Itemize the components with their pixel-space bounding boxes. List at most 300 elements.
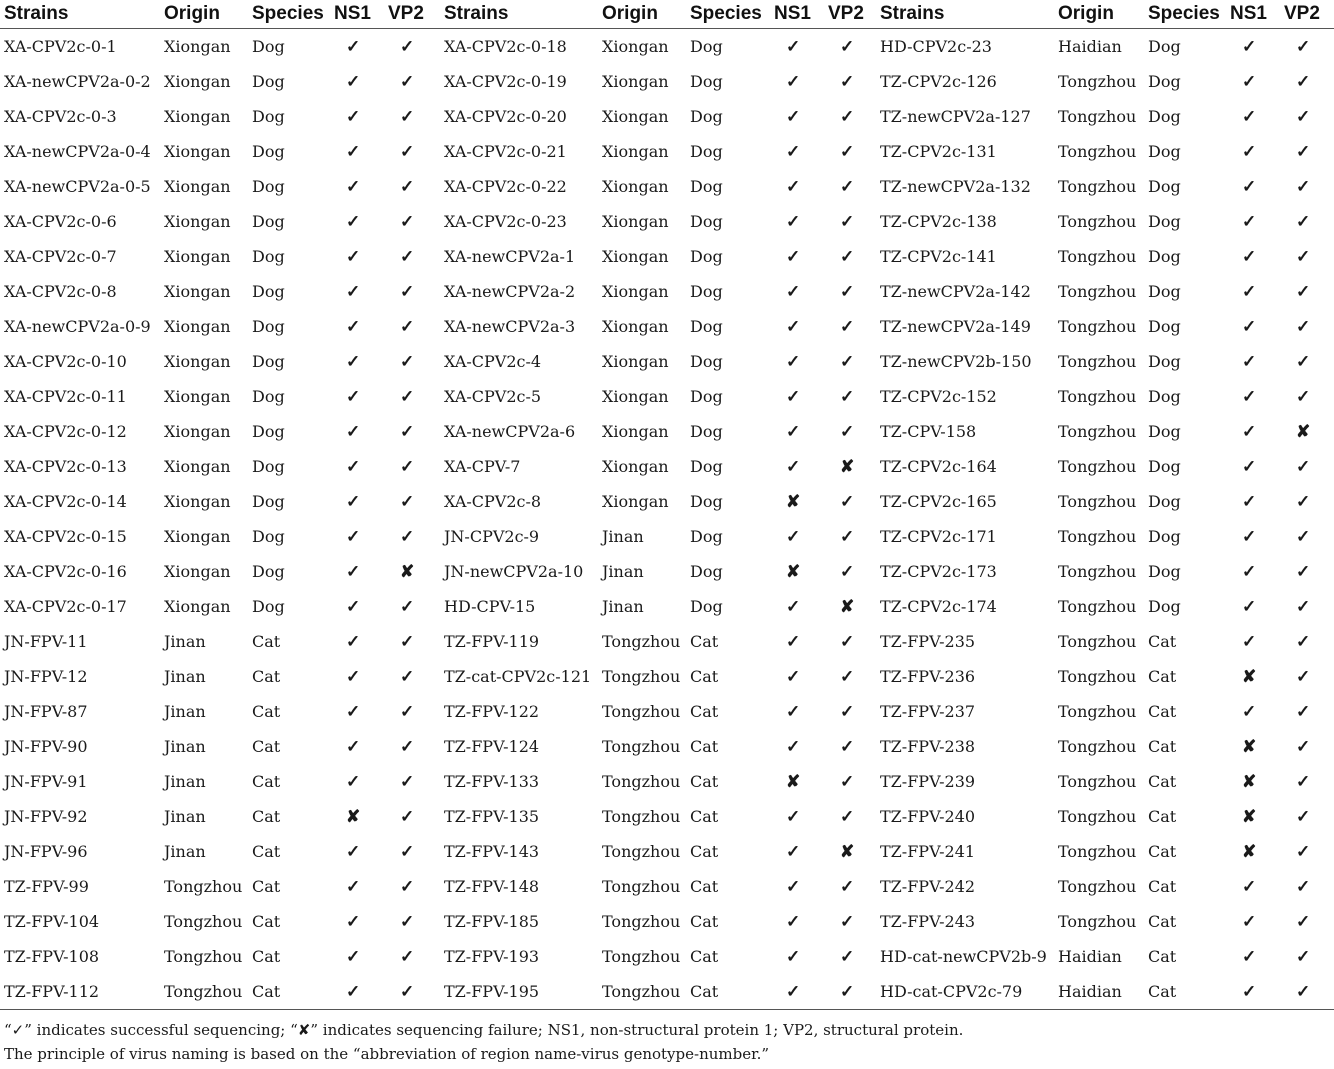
cell-ns1: ✓	[1228, 974, 1282, 1010]
cell-species: Dog	[252, 212, 285, 231]
cell-species: Cat	[1148, 912, 1177, 931]
cell-species: Dog	[690, 422, 723, 441]
cell-strains: XA-CPV2c-0-11	[4, 387, 127, 406]
table-row	[0, 274, 1334, 309]
cell-origin: Jinan	[164, 632, 206, 651]
cell-vp2: ✓	[400, 421, 415, 442]
cell-vp2: ✓	[386, 974, 440, 1010]
cell-strains: TZ-CPV2c-138	[880, 212, 997, 231]
cell-origin: Xiongan	[602, 247, 669, 266]
cell-vp2: ✓	[840, 736, 855, 757]
cell-ns1: ✓	[786, 141, 801, 162]
cell-species: Cat	[252, 702, 281, 721]
cell-species: Cat	[1144, 974, 1228, 1010]
table-row	[0, 484, 1334, 519]
cell-ns1: ✓	[786, 701, 801, 722]
cell-strains: TZ-FPV-148	[444, 877, 540, 896]
column-header-strains-1: Strains	[0, 0, 160, 29]
cell-origin: Tongzhou	[602, 667, 681, 686]
cell-ns1: ✓	[1242, 876, 1257, 897]
cell-species: Dog	[252, 282, 285, 301]
cell-origin: Tongzhou	[1058, 702, 1137, 721]
table-row	[0, 239, 1334, 274]
cell-ns1: ✓	[786, 841, 801, 862]
cell-vp2: ✓	[400, 771, 415, 792]
cell-ns1: ✓	[1242, 106, 1257, 127]
cell-strains: TZ-FPV-104	[4, 912, 100, 931]
cell-vp2: ✓	[840, 71, 855, 92]
cell-species: Cat	[252, 737, 281, 756]
cell-vp2: ✓	[840, 631, 855, 652]
cell-origin: Xiongan	[164, 562, 231, 581]
cell-strains: TZ-CPV2c-173	[880, 562, 997, 581]
cell-strains: XA-CPV2c-0-8	[4, 282, 117, 301]
cell-ns1: ✘	[786, 491, 801, 512]
cell-strains: XA-CPV2c-0-7	[4, 247, 117, 266]
cell-strains: HD-CPV-15	[444, 597, 536, 616]
cell-origin: Xiongan	[164, 212, 231, 231]
cell-species: Cat	[690, 842, 719, 861]
cell-origin: Xiongan	[602, 72, 669, 91]
cell-strains: TZ-FPV-240	[880, 807, 976, 826]
cell-strains: TZ-FPV-243	[880, 912, 976, 931]
cell-strains: TZ-cat-CPV2c-121	[444, 667, 592, 686]
cell-species: Dog	[1148, 597, 1181, 616]
cell-strains: XA-CPV2c-8	[444, 492, 542, 511]
table-row	[0, 554, 1334, 589]
cell-ns1: ✓	[346, 281, 361, 302]
cell-species: Dog	[1148, 422, 1181, 441]
cell-ns1: ✓	[786, 176, 801, 197]
cell-species: Dog	[252, 352, 285, 371]
cell-origin: Xiongan	[602, 387, 669, 406]
cell-ns1: ✓	[786, 211, 801, 232]
cell-ns1: ✓	[346, 946, 361, 967]
cell-origin: Tongzhou	[1058, 387, 1137, 406]
cell-vp2: ✓	[400, 211, 415, 232]
cell-origin: Jinan	[164, 702, 206, 721]
cell-ns1: ✓	[346, 701, 361, 722]
cell-vp2: ✓	[840, 141, 855, 162]
cell-species: Dog	[252, 317, 285, 336]
cell-species: Dog	[252, 37, 285, 56]
cell-vp2: ✓	[1296, 281, 1311, 302]
cell-species: Cat	[252, 842, 281, 861]
cell-species: Dog	[1148, 107, 1181, 126]
cell-vp2: ✘	[840, 596, 855, 617]
cell-strains: HD-cat-CPV2c-79	[876, 974, 1054, 1010]
cell-species: Cat	[1148, 772, 1177, 791]
cell-origin: Tongzhou	[1058, 667, 1137, 686]
cell-ns1: ✓	[346, 36, 361, 57]
cell-vp2: ✓	[400, 666, 415, 687]
column-header-origin-3: Origin	[1054, 0, 1144, 29]
cell-species: Dog	[252, 247, 285, 266]
table-row	[0, 869, 1334, 904]
table-row	[0, 974, 1334, 1010]
cell-ns1: ✘	[786, 561, 801, 582]
cell-species: Dog	[252, 107, 285, 126]
cell-vp2: ✓	[840, 911, 855, 932]
cell-ns1: ✓	[1242, 526, 1257, 547]
cell-ns1: ✓	[786, 421, 801, 442]
cell-origin: Tongzhou	[602, 702, 681, 721]
cell-vp2: ✘	[400, 561, 415, 582]
cell-vp2: ✓	[840, 526, 855, 547]
cell-strains: TZ-FPV-119	[444, 632, 540, 651]
cell-species: Dog	[1148, 352, 1181, 371]
cell-species: Cat	[252, 807, 281, 826]
cell-origin: Xiongan	[164, 527, 231, 546]
table-footnotes	[4, 1018, 963, 1066]
cell-vp2: ✓	[1296, 736, 1311, 757]
cell-ns1: ✓	[346, 631, 361, 652]
cell-ns1: ✓	[346, 351, 361, 372]
table-row	[0, 29, 1334, 65]
cell-species: Cat	[1148, 667, 1177, 686]
cell-strains: JN-FPV-91	[4, 772, 88, 791]
cell-ns1: ✘	[1242, 736, 1257, 757]
cell-vp2: ✓	[1296, 666, 1311, 687]
table-body	[0, 29, 1334, 1010]
cell-species: Cat	[690, 912, 719, 931]
cell-vp2: ✓	[1296, 246, 1311, 267]
cell-origin: Jinan	[602, 527, 644, 546]
cell-strains: TZ-FPV-236	[880, 667, 976, 686]
cell-species: Cat	[252, 877, 281, 896]
cell-origin: Xiongan	[164, 597, 231, 616]
cell-origin: Tongzhou	[1058, 177, 1137, 196]
cell-vp2: ✓	[400, 281, 415, 302]
cell-vp2: ✓	[1296, 876, 1311, 897]
cell-vp2: ✓	[840, 386, 855, 407]
cell-origin: Xiongan	[164, 492, 231, 511]
cell-ns1: ✓	[346, 841, 361, 862]
cell-vp2: ✓	[1296, 596, 1311, 617]
cell-species: Dog	[690, 492, 723, 511]
cell-origin: Tongzhou	[1058, 457, 1137, 476]
cell-species: Dog	[1148, 457, 1181, 476]
cell-species: Dog	[690, 352, 723, 371]
cell-strains: TZ-FPV-241	[880, 842, 976, 861]
cell-ns1: ✓	[772, 974, 826, 1010]
cell-origin: Tongzhou	[602, 912, 681, 931]
cell-ns1: ✓	[1242, 946, 1257, 967]
cell-species: Cat	[686, 974, 772, 1010]
cell-origin: Xiongan	[602, 352, 669, 371]
table-header-row	[0, 0, 1334, 29]
cell-vp2: ✓	[1296, 351, 1311, 372]
cell-vp2: ✓	[400, 946, 415, 967]
cell-vp2: ✓	[400, 876, 415, 897]
cell-strains: TZ-CPV2c-141	[880, 247, 997, 266]
cell-strains: TZ-newCPV2a-132	[880, 177, 1031, 196]
table-row	[0, 169, 1334, 204]
cell-origin: Tongzhou	[1058, 492, 1137, 511]
cell-origin: Tongzhou	[1058, 912, 1137, 931]
cell-strains: XA-newCPV2a-2	[444, 282, 576, 301]
cell-ns1: ✓	[1242, 701, 1257, 722]
cell-vp2: ✓	[400, 71, 415, 92]
cell-strains: XA-CPV2c-4	[444, 352, 542, 371]
cell-ns1: ✓	[346, 106, 361, 127]
cell-vp2: ✓	[840, 421, 855, 442]
cell-vp2: ✓	[400, 176, 415, 197]
cell-strains: TZ-CPV2c-152	[880, 387, 997, 406]
cell-strains: TZ-CPV2c-126	[880, 72, 997, 91]
cell-vp2: ✓	[1296, 561, 1311, 582]
cell-species: Cat	[252, 772, 281, 791]
cell-species: Dog	[1148, 317, 1181, 336]
cell-ns1: ✓	[786, 631, 801, 652]
cell-strains: TZ-newCPV2a-149	[880, 317, 1031, 336]
cell-ns1: ✓	[346, 736, 361, 757]
cell-origin: Haidian	[1054, 974, 1144, 1010]
cell-ns1: ✓	[1242, 141, 1257, 162]
cell-strains: XA-CPV2c-0-22	[444, 177, 567, 196]
cell-vp2: ✓	[1296, 946, 1311, 967]
cell-species: Dog	[690, 247, 723, 266]
cell-strains: TZ-FPV-238	[880, 737, 976, 756]
cell-vp2: ✓	[1296, 456, 1311, 477]
cell-origin: Tongzhou	[1058, 282, 1137, 301]
cell-vp2: ✓	[1296, 141, 1311, 162]
table-row	[0, 64, 1334, 99]
cell-origin: Xiongan	[164, 177, 231, 196]
cell-species: Cat	[252, 912, 281, 931]
cell-vp2: ✓	[1296, 36, 1311, 57]
table-row	[0, 589, 1334, 624]
cell-vp2: ✘	[840, 841, 855, 862]
cell-species: Dog	[252, 457, 285, 476]
cell-vp2: ✓	[826, 974, 876, 1010]
cell-ns1: ✓	[786, 666, 801, 687]
cell-strains: XA-CPV2c-0-17	[4, 597, 127, 616]
cell-species: Dog	[690, 457, 723, 476]
cell-species: Dog	[690, 72, 723, 91]
cell-origin: Tongzhou	[602, 632, 681, 651]
cell-origin: Tongzhou	[1058, 107, 1137, 126]
cell-species: Dog	[1148, 37, 1181, 56]
cell-origin: Xiongan	[164, 37, 231, 56]
cell-vp2: ✓	[1296, 631, 1311, 652]
table-row	[0, 414, 1334, 449]
column-header-vp2-2: VP2	[826, 0, 876, 29]
cell-strains: TZ-FPV-108	[4, 947, 100, 966]
table-row	[0, 729, 1334, 764]
cell-species: Cat	[690, 667, 719, 686]
cell-strains: XA-CPV2c-0-23	[444, 212, 567, 231]
cell-origin: Tongzhou	[1058, 212, 1137, 231]
cell-vp2: ✓	[400, 316, 415, 337]
cell-ns1: ✓	[346, 246, 361, 267]
cell-vp2: ✓	[400, 106, 415, 127]
cell-strains: TZ-newCPV2a-127	[880, 107, 1031, 126]
cell-species: Dog	[690, 107, 723, 126]
cell-ns1: ✓	[332, 974, 386, 1010]
cell-strains: XA-CPV2c-0-3	[4, 107, 117, 126]
cell-ns1: ✓	[786, 386, 801, 407]
cell-strains: TZ-CPV2c-174	[880, 597, 997, 616]
cell-origin: Tongzhou	[602, 737, 681, 756]
cell-vp2: ✓	[400, 701, 415, 722]
cell-strains: TZ-FPV-237	[880, 702, 976, 721]
cell-species: Dog	[690, 282, 723, 301]
cell-ns1: ✓	[786, 246, 801, 267]
cell-species: Dog	[252, 142, 285, 161]
cell-strains: TZ-FPV-99	[4, 877, 89, 896]
cell-ns1: ✓	[1242, 71, 1257, 92]
cell-ns1: ✓	[346, 456, 361, 477]
cell-vp2: ✓	[840, 876, 855, 897]
cell-vp2: ✓	[1296, 526, 1311, 547]
cell-strains: TZ-FPV-185	[444, 912, 540, 931]
cell-strains: XA-CPV2c-0-20	[444, 107, 567, 126]
cell-ns1: ✓	[346, 211, 361, 232]
cell-species: Dog	[252, 177, 285, 196]
table-row	[0, 624, 1334, 659]
cell-vp2: ✓	[840, 281, 855, 302]
cell-vp2: ✓	[840, 561, 855, 582]
cell-strains: JN-newCPV2a-10	[444, 562, 584, 581]
footnote-naming: The principle of virus naming is based on the “abbreviation of region name-virus genotype-number.”	[4, 1045, 770, 1063]
cell-vp2: ✓	[840, 36, 855, 57]
cell-strains: JN-CPV2c-9	[444, 527, 540, 546]
cell-species: Cat	[252, 632, 281, 651]
cell-species: Dog	[1148, 492, 1181, 511]
cell-species: Cat	[690, 947, 719, 966]
cell-vp2: ✓	[400, 36, 415, 57]
cell-ns1: ✓	[786, 946, 801, 967]
cell-ns1: ✘	[1242, 841, 1257, 862]
cell-species: Dog	[690, 37, 723, 56]
cell-ns1: ✓	[346, 386, 361, 407]
cell-origin: Tongzhou	[1058, 877, 1137, 896]
cell-vp2: ✓	[1296, 841, 1311, 862]
cell-origin: Xiongan	[164, 72, 231, 91]
cell-origin: Xiongan	[602, 212, 669, 231]
cell-ns1: ✓	[1242, 281, 1257, 302]
cell-strains: TZ-FPV-122	[444, 702, 540, 721]
cell-species: Dog	[252, 492, 285, 511]
cell-strains: XA-newCPV2a-3	[444, 317, 576, 336]
cell-species: Cat	[252, 947, 281, 966]
cell-origin: Tongzhou	[602, 772, 681, 791]
cell-vp2: ✓	[400, 491, 415, 512]
cell-vp2: ✘	[840, 456, 855, 477]
cell-species: Dog	[1148, 562, 1181, 581]
cell-species: Dog	[1148, 527, 1181, 546]
cell-origin: Tongzhou	[1058, 562, 1137, 581]
cell-species: Dog	[690, 387, 723, 406]
cell-strains: XA-CPV2c-0-14	[4, 492, 127, 511]
cell-strains: TZ-FPV-143	[444, 842, 540, 861]
column-header-vp2-3: VP2	[1282, 0, 1334, 29]
cell-origin: Xiongan	[164, 352, 231, 371]
cell-vp2: ✓	[1296, 701, 1311, 722]
cell-vp2: ✓	[840, 701, 855, 722]
cell-origin: Tongzhou	[1058, 317, 1137, 336]
cell-vp2: ✓	[400, 806, 415, 827]
column-header-species-1: Species	[248, 0, 332, 29]
cell-vp2: ✓	[840, 351, 855, 372]
cell-strains: XA-newCPV2a-0-4	[4, 142, 151, 161]
cell-strains: JN-FPV-87	[4, 702, 88, 721]
table-row	[0, 344, 1334, 379]
cell-strains: XA-CPV2c-0-19	[444, 72, 567, 91]
cell-vp2: ✓	[1296, 806, 1311, 827]
cell-ns1: ✓	[786, 316, 801, 337]
cell-ns1: ✘	[346, 806, 361, 827]
cell-vp2: ✓	[1296, 106, 1311, 127]
cell-vp2: ✓	[840, 106, 855, 127]
cell-ns1: ✓	[1242, 211, 1257, 232]
cell-origin: Xiongan	[164, 457, 231, 476]
cell-origin: Tongzhou	[1058, 247, 1137, 266]
cell-ns1: ✓	[346, 316, 361, 337]
cell-origin: Jinan	[164, 842, 206, 861]
cell-species: Dog	[690, 317, 723, 336]
cell-vp2: ✓	[400, 911, 415, 932]
cell-ns1: ✘	[1242, 806, 1257, 827]
cell-origin: Tongzhou	[602, 807, 681, 826]
cell-vp2: ✓	[1296, 211, 1311, 232]
cell-vp2: ✓	[400, 596, 415, 617]
cell-strains: XA-newCPV2a-0-9	[4, 317, 151, 336]
table-row	[0, 834, 1334, 869]
cell-ns1: ✓	[346, 421, 361, 442]
cell-vp2: ✓	[1296, 771, 1311, 792]
cell-origin: Tongzhou	[602, 947, 681, 966]
cell-vp2: ✘	[1296, 421, 1311, 442]
cell-ns1: ✓	[346, 911, 361, 932]
cell-ns1: ✓	[786, 596, 801, 617]
cell-strains: JN-FPV-92	[4, 807, 88, 826]
cell-species: Dog	[1148, 212, 1181, 231]
cell-ns1: ✓	[1242, 36, 1257, 57]
cell-species: Cat	[1148, 842, 1177, 861]
cell-strains: XA-CPV2c-0-18	[444, 37, 567, 56]
cell-strains: XA-CPV-7	[444, 457, 521, 476]
cell-vp2: ✓	[400, 351, 415, 372]
cell-species: Cat	[1148, 947, 1177, 966]
cell-vp2: ✓	[840, 771, 855, 792]
cell-vp2: ✓	[840, 246, 855, 267]
cell-origin: Xiongan	[164, 387, 231, 406]
cell-vp2: ✓	[1282, 974, 1334, 1010]
cell-strains: TZ-CPV2c-164	[880, 457, 997, 476]
cell-ns1: ✓	[346, 71, 361, 92]
cell-ns1: ✓	[786, 806, 801, 827]
cell-species: Dog	[690, 142, 723, 161]
cell-ns1: ✓	[1242, 176, 1257, 197]
cell-origin: Tongzhou	[1058, 807, 1137, 826]
cell-origin: Xiongan	[164, 142, 231, 161]
cell-origin: Jinan	[164, 737, 206, 756]
cell-strains: JN-FPV-11	[4, 632, 88, 651]
cell-strains: XA-CPV2c-0-6	[4, 212, 117, 231]
cell-origin: Tongzhou	[1058, 422, 1137, 441]
cell-strains: XA-newCPV2a-0-5	[4, 177, 151, 196]
cell-strains: XA-newCPV2a-0-2	[4, 72, 151, 91]
cell-ns1: ✓	[786, 36, 801, 57]
cell-strains: TZ-FPV-112	[0, 974, 160, 1010]
cell-origin: Xiongan	[164, 282, 231, 301]
cell-ns1: ✓	[786, 876, 801, 897]
cell-strains: HD-cat-newCPV2b-9	[880, 947, 1047, 966]
cell-origin: Jinan	[602, 597, 644, 616]
table-row	[0, 799, 1334, 834]
